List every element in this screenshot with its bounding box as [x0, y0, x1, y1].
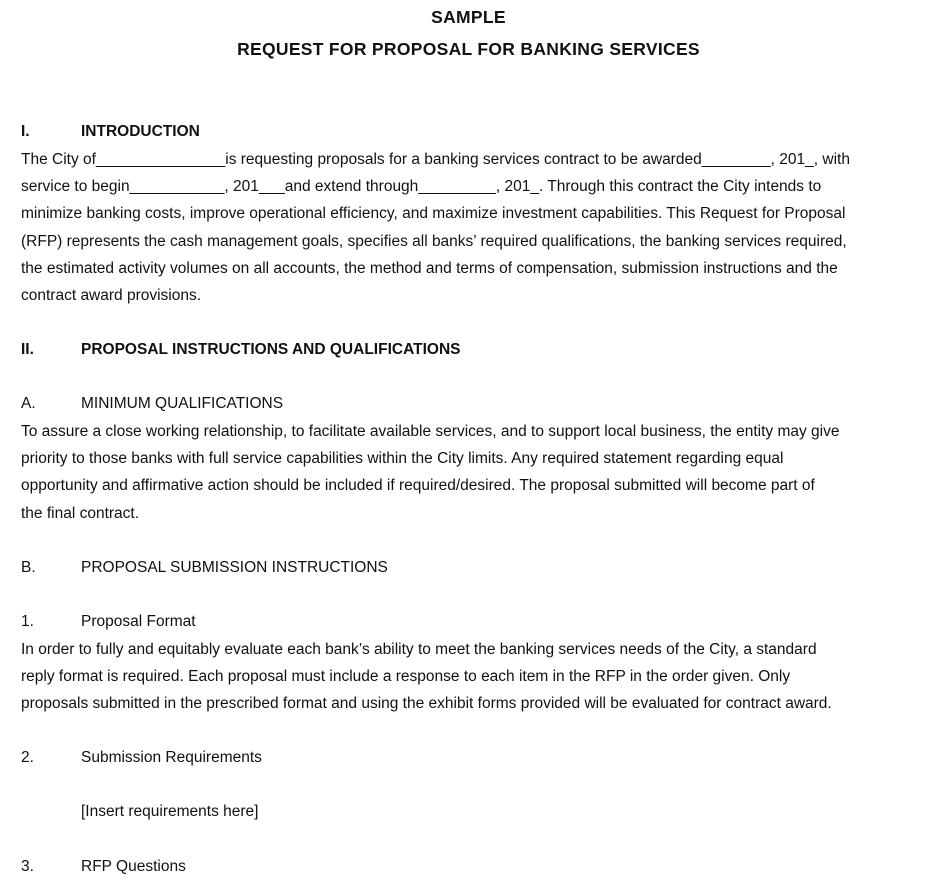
section-title: PROPOSAL INSTRUCTIONS AND QUALIFICATIONS — [81, 341, 461, 358]
document-title: REQUEST FOR PROPOSAL FOR BANKING SERVICES — [237, 39, 700, 59]
item-title: Submission Requirements — [81, 749, 262, 766]
paragraph-line: service to begin___________, 201___and extend through_________, 201_. Through this contract the City intends to — [21, 178, 822, 196]
subsection-number: A. — [21, 395, 36, 412]
item-number: 2. — [21, 749, 34, 766]
paragraph-line: reply format is required. Each proposal must include a response to each item in the RFP in the order given. Only — [21, 668, 791, 686]
section-title: INTRODUCTION — [81, 123, 200, 140]
section-number: I. — [21, 123, 30, 140]
proposal-format-paragraph — [21, 636, 921, 718]
paragraph-line: the final contract. — [21, 504, 140, 522]
paragraph-line: To assure a close working relationship, to facilitate available services, and to support local business, the entity may give — [21, 423, 840, 440]
paragraph-line: opportunity and affirmative action should be included if required/desired. The proposal submitted will become part of — [21, 477, 815, 495]
paragraph-line: The City of_______________is requesting proposals for a banking services contract to be awarded________, 201_, with — [21, 151, 850, 168]
paragraph-line: priority to those banks with full service capabilities within the City limits. Any required statement regarding equal — [21, 450, 784, 468]
paragraph-line: minimize banking costs, improve operational efficiency, and maximize investment capabilities. This Request for Proposal — [21, 205, 846, 223]
subsection-title: PROPOSAL SUBMISSION INSTRUCTIONS — [81, 559, 388, 576]
item-number: 1. — [21, 613, 34, 630]
document-label: SAMPLE — [431, 7, 506, 27]
minimum-qualifications-paragraph — [21, 418, 921, 527]
introduction-paragraph — [21, 146, 921, 309]
paragraph-line: proposals submitted in the prescribed format and using the exhibit forms provided will be evaluated for contract award. — [21, 695, 832, 713]
paragraph-line: In order to fully and equitably evaluate each bank’s ability to meet the banking services needs of the City, a standard — [21, 641, 817, 658]
paragraph-line: (RFP) represents the cash management goals, specifies all banks’ required qualifications, the banking services required, — [21, 232, 847, 250]
item-title: Proposal Format — [81, 613, 196, 630]
item-title: RFP Questions — [81, 858, 186, 875]
paragraph-line: contract award provisions. — [21, 287, 202, 305]
subsection-number: B. — [21, 559, 36, 576]
requirements-placeholder: [Insert requirements here] — [81, 803, 259, 820]
subsection-title: MINIMUM QUALIFICATIONS — [81, 395, 284, 412]
section-number: II. — [21, 341, 34, 358]
item-number: 3. — [21, 858, 34, 875]
paragraph-line: the estimated activity volumes on all accounts, the method and terms of compensation, submission instructions and the — [21, 259, 838, 277]
